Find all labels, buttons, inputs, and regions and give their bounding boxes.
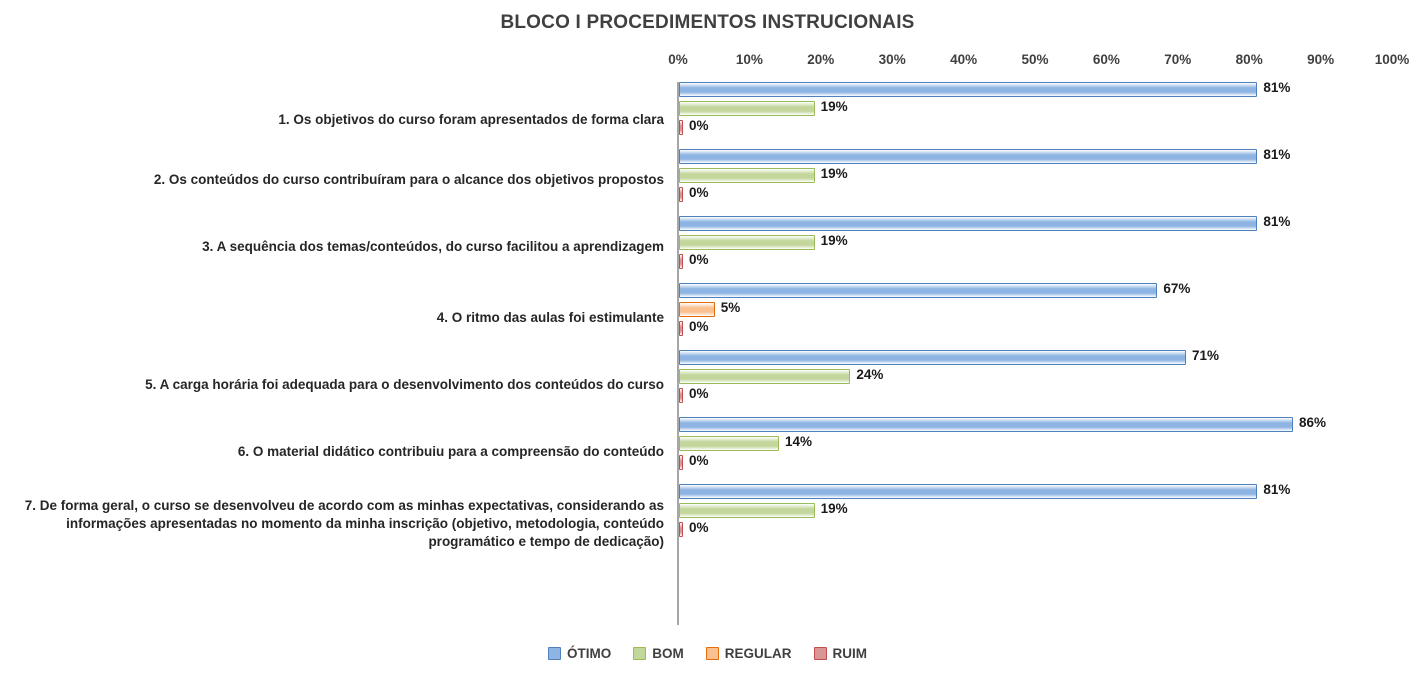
legend-item-bom[interactable] bbox=[633, 646, 684, 661]
bar-value-label: 81% bbox=[1263, 482, 1291, 497]
bar-value-label: 0% bbox=[689, 386, 709, 401]
bar-ruim[interactable] bbox=[679, 321, 683, 336]
x-axis-tick: 70% bbox=[1164, 52, 1192, 67]
category-label: 3. A sequência dos temas/conteúdos, do curso facilitou a aprendizagem bbox=[202, 239, 664, 254]
bar-value-label: 0% bbox=[689, 453, 709, 468]
bar-value-label: 0% bbox=[689, 319, 709, 334]
bar-line bbox=[679, 388, 1415, 403]
bar-ótimo[interactable] bbox=[679, 283, 1157, 298]
bar-value-label: 24% bbox=[856, 367, 884, 382]
bar-bom[interactable] bbox=[679, 503, 815, 518]
bar-bom[interactable] bbox=[679, 101, 815, 116]
bar-value-label: 5% bbox=[720, 300, 741, 315]
bar-line bbox=[679, 120, 1415, 135]
bar-line bbox=[679, 187, 1415, 202]
bar-group bbox=[679, 417, 1415, 474]
legend-swatch-icon bbox=[706, 647, 719, 660]
legend-swatch-icon bbox=[633, 647, 646, 660]
category-label: 7. De forma geral, o curso se desenvolveu de acordo com as minhas expectativas, considerando as informações apresentadas no momento da minha inscrição (objetivo, metodologia, conteúdo programático e tempo de dedicação) bbox=[24, 498, 664, 549]
bar-bom[interactable] bbox=[679, 369, 850, 384]
bar-value-label: 19% bbox=[820, 166, 848, 181]
bar-line bbox=[679, 369, 1415, 384]
bar-ótimo[interactable] bbox=[679, 484, 1257, 499]
bar-line bbox=[679, 350, 1415, 365]
bar-line bbox=[679, 254, 1415, 269]
bar-value-label: 86% bbox=[1299, 415, 1327, 430]
bar-value-label: 19% bbox=[820, 233, 848, 248]
bar-value-label: 19% bbox=[820, 501, 848, 516]
x-axis-tick: 90% bbox=[1307, 52, 1335, 67]
bar-line bbox=[679, 216, 1415, 231]
bar-ruim[interactable] bbox=[679, 120, 683, 135]
plot-area bbox=[0, 82, 1415, 625]
bar-value-label: 0% bbox=[689, 185, 709, 200]
chart-title: BLOCO I PROCEDIMENTOS INSTRUCIONAIS bbox=[500, 12, 915, 33]
legend-label: REGULAR bbox=[724, 646, 792, 661]
bar-line bbox=[679, 82, 1415, 97]
bar-ótimo[interactable] bbox=[679, 216, 1257, 231]
bar-ótimo[interactable] bbox=[679, 417, 1293, 432]
legend-item-regular[interactable] bbox=[706, 646, 792, 661]
bar-line bbox=[679, 149, 1415, 164]
legend-label: BOM bbox=[652, 646, 684, 661]
bar-line bbox=[679, 436, 1415, 451]
bar-value-label: 81% bbox=[1263, 214, 1291, 229]
category-label: 5. A carga horária foi adequada para o desenvolvimento dos conteúdos do curso bbox=[145, 377, 664, 392]
bar-line bbox=[679, 168, 1415, 183]
x-axis-tick: 80% bbox=[1235, 52, 1263, 67]
x-axis-tick: 60% bbox=[1092, 52, 1120, 67]
bar-bom[interactable] bbox=[679, 168, 815, 183]
legend-swatch-icon bbox=[548, 647, 561, 660]
bar-group bbox=[679, 283, 1415, 340]
category-label: 2. Os conteúdos do curso contribuíram para o alcance dos objetivos propostos bbox=[153, 172, 664, 187]
bar-line bbox=[679, 283, 1415, 298]
bar-ruim[interactable] bbox=[679, 187, 683, 202]
bar-regular[interactable] bbox=[679, 302, 715, 317]
bar-value-label: 0% bbox=[689, 252, 709, 267]
chart-legend bbox=[0, 646, 1415, 661]
bar-value-label: 71% bbox=[1191, 348, 1219, 363]
bar-ótimo[interactable] bbox=[679, 82, 1257, 97]
bar-line bbox=[679, 235, 1415, 250]
bar-ótimo[interactable] bbox=[679, 149, 1257, 164]
bar-line bbox=[679, 302, 1415, 317]
x-axis-tick: 50% bbox=[1021, 52, 1049, 67]
bar-line bbox=[679, 455, 1415, 470]
bar-group bbox=[679, 350, 1415, 407]
legend-item-ruim[interactable] bbox=[814, 646, 868, 661]
legend-item-ótimo[interactable] bbox=[548, 646, 611, 661]
bar-line bbox=[679, 101, 1415, 116]
bar-value-label: 0% bbox=[689, 118, 709, 133]
legend-label: ÓTIMO bbox=[567, 646, 612, 661]
bar-ruim[interactable] bbox=[679, 254, 683, 269]
category-label: 6. O material didático contribuiu para a compreensão do conteúdo bbox=[237, 444, 664, 459]
bar-value-label: 14% bbox=[784, 434, 812, 449]
bar-value-label: 81% bbox=[1263, 147, 1291, 162]
bar-group bbox=[679, 484, 1415, 541]
bar-bom[interactable] bbox=[679, 436, 779, 451]
x-axis-tick: 0% bbox=[668, 52, 688, 67]
bar-ruim[interactable] bbox=[679, 522, 683, 537]
x-axis-tick: 20% bbox=[807, 52, 835, 67]
x-axis-tick-labels bbox=[668, 52, 1410, 72]
category-label: 1. Os objetivos do curso foram apresentados de forma clara bbox=[278, 112, 664, 127]
bar-value-label: 19% bbox=[820, 99, 848, 114]
bar-line bbox=[679, 522, 1415, 537]
legend-label: RUIM bbox=[832, 646, 867, 661]
category-label: 4. O ritmo das aulas foi estimulante bbox=[436, 310, 664, 325]
legend-swatch-icon bbox=[814, 647, 827, 660]
bar-line bbox=[679, 417, 1415, 432]
bar-ótimo[interactable] bbox=[679, 350, 1186, 365]
x-axis-tick: 100% bbox=[1374, 52, 1410, 67]
bar-value-label: 81% bbox=[1263, 80, 1291, 95]
x-axis-tick: 10% bbox=[735, 52, 763, 67]
bar-line bbox=[679, 503, 1415, 518]
bar-ruim[interactable] bbox=[679, 455, 683, 470]
bar-line bbox=[679, 321, 1415, 336]
bar-group bbox=[679, 216, 1415, 273]
bar-group bbox=[679, 82, 1415, 139]
bar-group bbox=[679, 149, 1415, 206]
bar-value-label: 67% bbox=[1163, 281, 1191, 296]
x-axis-tick: 30% bbox=[878, 52, 906, 67]
x-axis-tick: 40% bbox=[950, 52, 978, 67]
bar-ruim[interactable] bbox=[679, 388, 683, 403]
bar-line bbox=[679, 484, 1415, 499]
bar-value-label: 0% bbox=[689, 520, 709, 535]
bar-bom[interactable] bbox=[679, 235, 815, 250]
